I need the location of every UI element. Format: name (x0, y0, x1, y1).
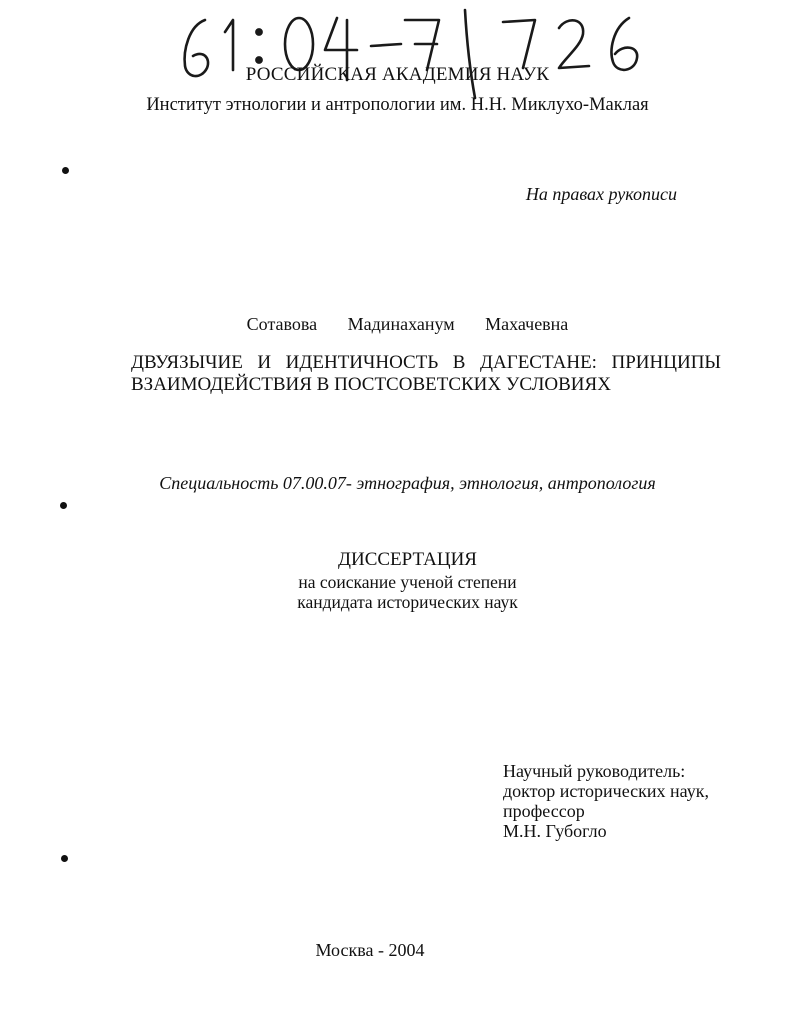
author-name (0, 314, 795, 335)
degree-line-2: кандидата исторических наук (297, 592, 518, 612)
supervisor-degree: доктор исторических наук, (503, 781, 709, 801)
margin-dot (60, 502, 67, 509)
supervisor-block (503, 761, 709, 841)
supervisor-name: М.Н. Губогло (503, 821, 607, 841)
academy-name: РОССИЙСКАЯ АКАДЕМИЯ НАУК (245, 64, 550, 85)
author-surname: Сотавова (246, 314, 318, 334)
title-line-2: ВЗАИМОДЕЙСТВИЯ В ПОСТСОВЕТСКИХ УСЛОВИЯХ (131, 374, 611, 395)
author-first-name: Мадинаханум (347, 314, 455, 334)
specialty-line: Специальность 07.00.07- этнография, этнология, антропология (159, 473, 656, 493)
author-patronymic: Махачевна (485, 314, 569, 334)
city-year: Москва - 2004 (315, 940, 425, 960)
degree-line-1: на соискание ученой степени (298, 572, 517, 592)
margin-dot (61, 855, 68, 862)
handwritten-archive-code (175, 6, 655, 106)
supervisor-rank: профессор (503, 801, 585, 821)
dissertation-heading: ДИССЕРТАЦИЯ (338, 549, 477, 570)
margin-dot (62, 167, 69, 174)
supervisor-label: Научный руководитель: (503, 761, 686, 781)
rights-note: На правах рукописи (525, 184, 677, 204)
dissertation-title (131, 352, 721, 396)
institute-name: Институт этнологии и антропологии им. Н.Н. Миклухо-Маклая (146, 95, 649, 115)
title-line-1: ДВУЯЗЫЧИЕ И ИДЕНТИЧНОСТЬ В ДАГЕСТАНЕ: ПРИНЦИПЫ (131, 352, 721, 373)
